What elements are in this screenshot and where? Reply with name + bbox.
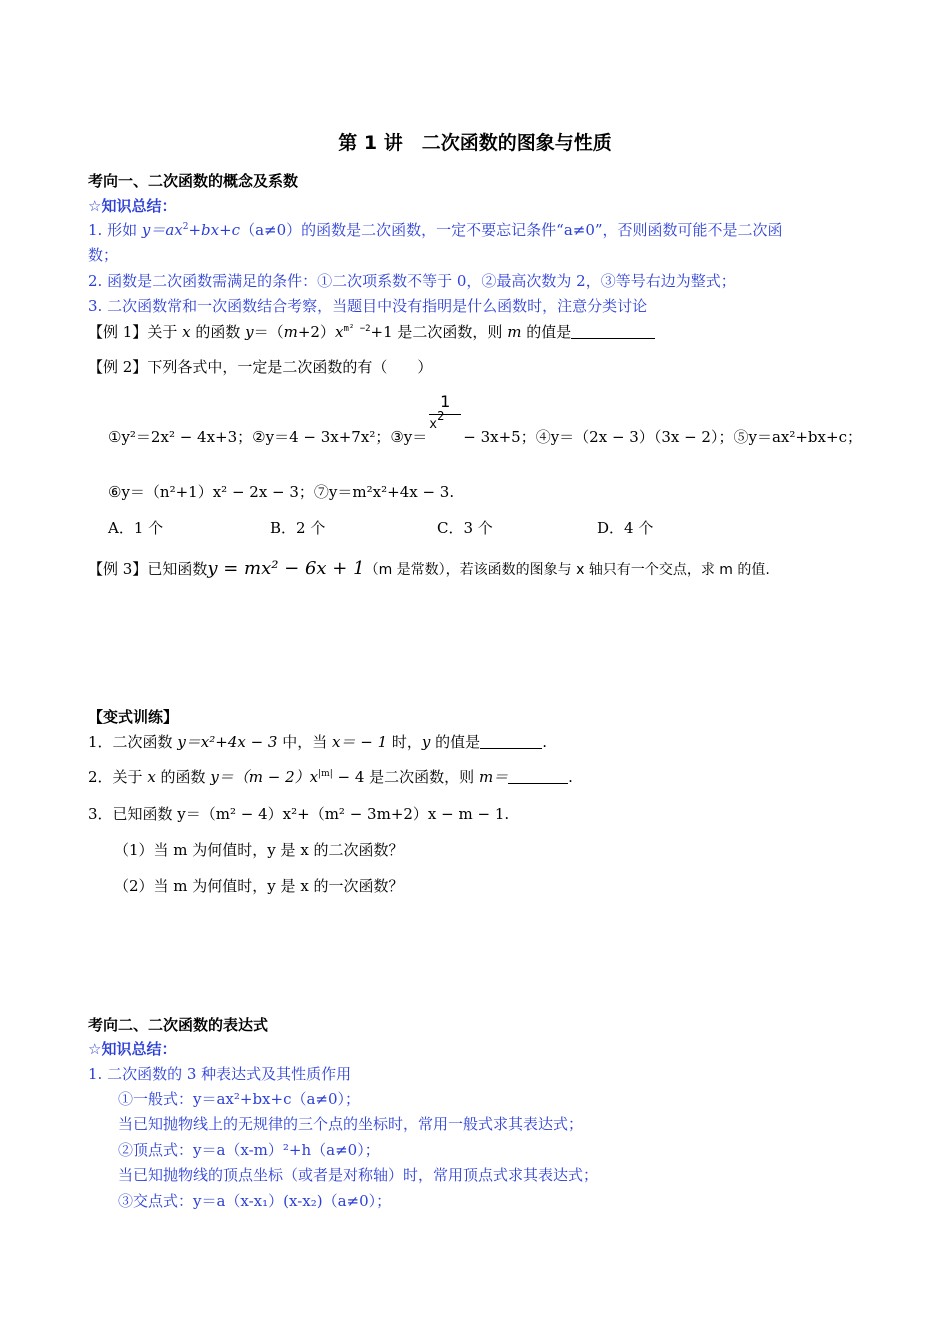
practice-q3-part1: （1）当 m 为何值时，y 是 x 的二次函数？ [114,841,404,859]
q1-d: 的值是 [430,733,481,751]
ex2-formula-part2: − 3x+5；④y＝（2x − 3）（3x − 2）；⑤y＝ax²+bx+c； [463,428,862,446]
ex1-t3: ＝（ [253,323,284,341]
option-a[interactable]: A．1 个 [108,519,164,537]
fraction-den-base: x [429,417,438,432]
k1-text: （a≠0）的函数是二次函数，一定不要忘记条件“a≠0”，否则函数可能不是二次函 [240,221,783,239]
section1-summary-label: ☆知识总结： [88,197,177,215]
q2-end: . [568,768,573,786]
ex1-t2: 的函数 [190,323,246,341]
q1-answer-blank[interactable] [480,734,542,749]
answer-blank[interactable] [571,324,655,339]
section2-vertex-note: 当已知抛物线的顶点坐标（或者是对称轴）时，常用顶点式求其表达式； [118,1166,599,1184]
section1-heading: 考向一、二次函数的概念及系数 [88,172,299,190]
practice-q3: 3．已知函数 y＝（m² − 4）x²+（m² − 3m+2）x − m − 1. [88,805,510,823]
ex1-x2: x [334,323,344,341]
option-d[interactable]: D．4 个 [597,519,654,537]
example-3 [88,558,770,579]
q2-a: 2．关于 [88,768,148,786]
knowledge-point-1 [88,219,783,240]
q1-x: x＝ − 1 [332,733,388,751]
q1-formula: y＝x²+4x − 3 [177,733,278,751]
ex1-m2: m [507,323,522,341]
fraction-numerator: 1 [440,392,451,411]
q2-m: m＝ [478,768,509,786]
example-1-label: 【例 1】 [88,323,148,341]
practice-q2 [88,766,573,787]
option-b[interactable]: B．2 个 [270,519,326,537]
k1-formula-b: +bx+c [188,221,241,239]
q2-exponent: |m| [318,769,333,779]
ex1-t6: 的值是 [521,323,572,341]
example-2-formulas-line1 [108,392,862,447]
example-3-label: 【例 3】 [88,560,148,578]
example-1 [88,321,655,342]
fraction [427,392,463,442]
section2-point-1: 1. 二次函数的 3 种表达式及其性质作用 [88,1065,352,1083]
q2-answer-blank[interactable] [508,769,568,784]
option-c[interactable]: C．3 个 [437,519,493,537]
ex3-t1: 已知函数 [147,560,208,578]
section2-intercept-form: ③交点式：y＝a（x-x₁）(x-x₂)（a≠0）； [118,1192,392,1210]
q2-formula: y＝（m − 2）x [210,768,319,786]
q1-y: y [421,733,431,751]
q1-c: 时， [387,733,422,751]
section2-general-form: ①一般式：y＝ax²+bx+c（a≠0）； [118,1090,361,1108]
q2-c: − 4 是二次函数，则 [332,768,479,786]
ex3-t2: （m 是常数），若该函数的图象与 x 轴只有一个交点，求 m 的值. [364,562,770,578]
fraction-bar [429,414,461,415]
knowledge-point-1-cont: 数； [88,246,119,264]
page-title: 第 1 讲 二次函数的图象与性质 [338,132,612,154]
q1-b: 中，当 [277,733,333,751]
section2-vertex-form: ②顶点式：y＝a（x-m）²+h（a≠0）； [118,1141,380,1159]
practice-q3-part2: （2）当 m 为何值时，y 是 x 的一次函数？ [114,877,404,895]
ex1-x: x [182,323,191,341]
k1-sup: 2 [182,222,189,232]
q1-a: 1．二次函数 [88,733,178,751]
fraction-denominator [429,409,445,432]
example-2-formulas-line2: ⑥y＝（n²+1）x² − 2x − 3；⑦y＝m²x²+4x − 3. [108,483,455,501]
k1-prefix: 1. 形如 [88,221,142,239]
ex1-y: y [245,323,254,341]
example-2-label: 【例 2】 [88,358,148,376]
practice-q1 [88,731,547,752]
section2-summary-label: ☆知识总结： [88,1040,177,1058]
ex1-t4: +2） [297,323,335,341]
section2-heading: 考向二、二次函数的表达式 [88,1016,269,1034]
q2-b: 的函数 [155,768,211,786]
fraction-den-exp: 2 [437,409,445,423]
k1-formula-a: y＝ax [141,221,183,239]
ex3-formula: y = mx² − 6x + 1 [207,558,365,579]
ex1-t1: 关于 [147,323,183,341]
practice-heading: 【变式训练】 [88,708,179,726]
example-2-question: 下列各式中，一定是二次函数的有（ ） [147,358,433,376]
section2-general-note: 当已知抛物线上的无规律的三个点的坐标时，常用一般式求其表达式； [118,1115,584,1133]
example-2 [88,356,432,377]
ex2-formula-part1: ①y²＝2x² − 4x+3；②y＝4 − 3x+7x²；③y＝ [108,428,428,446]
ex1-t5: +1 是二次函数，则 [370,323,508,341]
q2-x: x [147,768,156,786]
q1-end: . [542,733,547,751]
knowledge-point-2: 2. 函数是二次函数需满足的条件：①二次项系数不等于 0，②最高次数为 2，③等号右边为整式； [88,272,736,290]
ex1-m: m [283,323,298,341]
knowledge-point-3: 3. 二次函数常和一次函数结合考察，当题目中没有指明是什么函数时，注意分类讨论 [88,297,648,315]
ex1-exponent: m² −2 [343,324,371,334]
